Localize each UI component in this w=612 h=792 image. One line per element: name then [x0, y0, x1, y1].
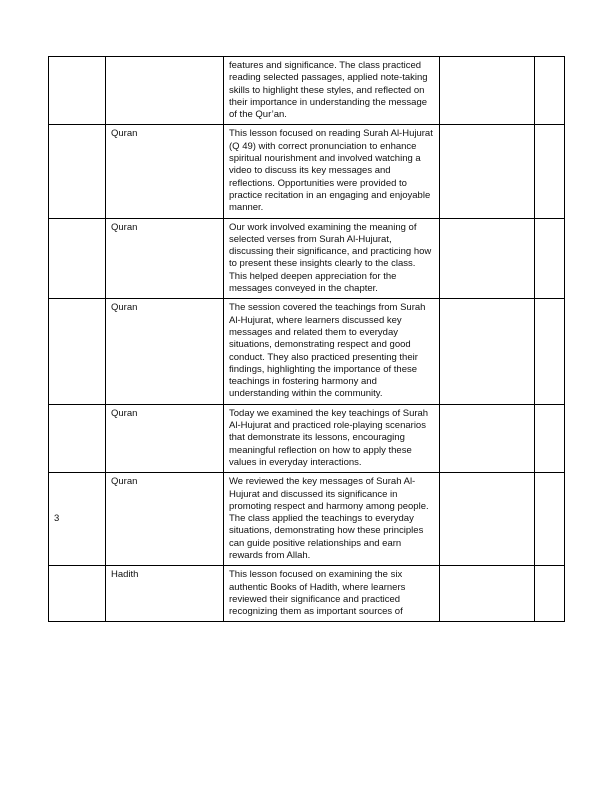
table-row: [49, 57, 565, 125]
subject-cell: Quran: [106, 125, 224, 218]
week-cell: 3: [49, 473, 106, 566]
description-cell: This lesson focused on examining the six authentic Books of Hadith, where learners reviewed their significance and practiced recognizing them as important sources of: [224, 566, 440, 622]
empty-cell: [440, 125, 535, 218]
empty-cell: [440, 299, 535, 404]
table-row: [49, 299, 565, 404]
week-cell: [49, 404, 106, 472]
empty-cell: [535, 404, 565, 472]
description-cell: Our work involved examining the meaning of selected verses from Surah Al-Hujurat, discussing their significance, and practicing how to present these insights clearly to the class. This helped deepen appreciation for the messages conveyed in the chapter.: [224, 218, 440, 299]
week-cell: [49, 57, 106, 125]
subject-cell: Quran: [106, 473, 224, 566]
empty-cell: [440, 57, 535, 125]
empty-cell: [535, 218, 565, 299]
lesson-table: [48, 56, 565, 622]
subject-cell: Hadith: [106, 566, 224, 622]
description-cell: features and significance. The class practiced reading selected passages, applied note-taking skills to highlight these styles, and reflected on their importance in understanding the message of the Qur’an.: [224, 57, 440, 125]
table-row: [49, 125, 565, 218]
subject-cell: Quran: [106, 218, 224, 299]
week-cell: [49, 218, 106, 299]
description-cell: We reviewed the key messages of Surah Al-Hujurat and discussed its significance in promoting respect and harmony among people. The class applied the teachings to everyday situations, demonstrating how these principles can guide positive relationships and earn rewards from Allah.: [224, 473, 440, 566]
empty-cell: [440, 218, 535, 299]
description-cell: This lesson focused on reading Surah Al-Hujurat (Q 49) with correct pronunciation to enhance spiritual nourishment and involved watching a video to discuss its key messages and reflections. Opportunities were provided to practice recitation in an engaging and enjoyable manner.: [224, 125, 440, 218]
empty-cell: [535, 125, 565, 218]
empty-cell: [535, 473, 565, 566]
week-cell: [49, 125, 106, 218]
empty-cell: [440, 404, 535, 472]
table-row: [49, 404, 565, 472]
description-cell: The session covered the teachings from Surah Al-Hujurat, where learners discussed key messages and related them to everyday situations, demonstrating respect and good conduct. They also practiced presenting their findings, highlighting the importance of these teachings in fostering harmony and understanding within the community.: [224, 299, 440, 404]
week-cell: [49, 566, 106, 622]
table-row: [49, 218, 565, 299]
subject-cell: Quran: [106, 299, 224, 404]
empty-cell: [535, 299, 565, 404]
subject-cell: Quran: [106, 404, 224, 472]
description-cell: Today we examined the key teachings of Surah Al-Hujurat and practiced role-playing scenarios that demonstrate its lessons, encouraging meaningful reflection on how to apply these values in everyday interactions.: [224, 404, 440, 472]
table-row: [49, 473, 565, 566]
empty-cell: [535, 566, 565, 622]
empty-cell: [535, 57, 565, 125]
empty-cell: [440, 566, 535, 622]
week-cell: [49, 299, 106, 404]
empty-cell: [440, 473, 535, 566]
subject-cell: [106, 57, 224, 125]
table-row: [49, 566, 565, 622]
